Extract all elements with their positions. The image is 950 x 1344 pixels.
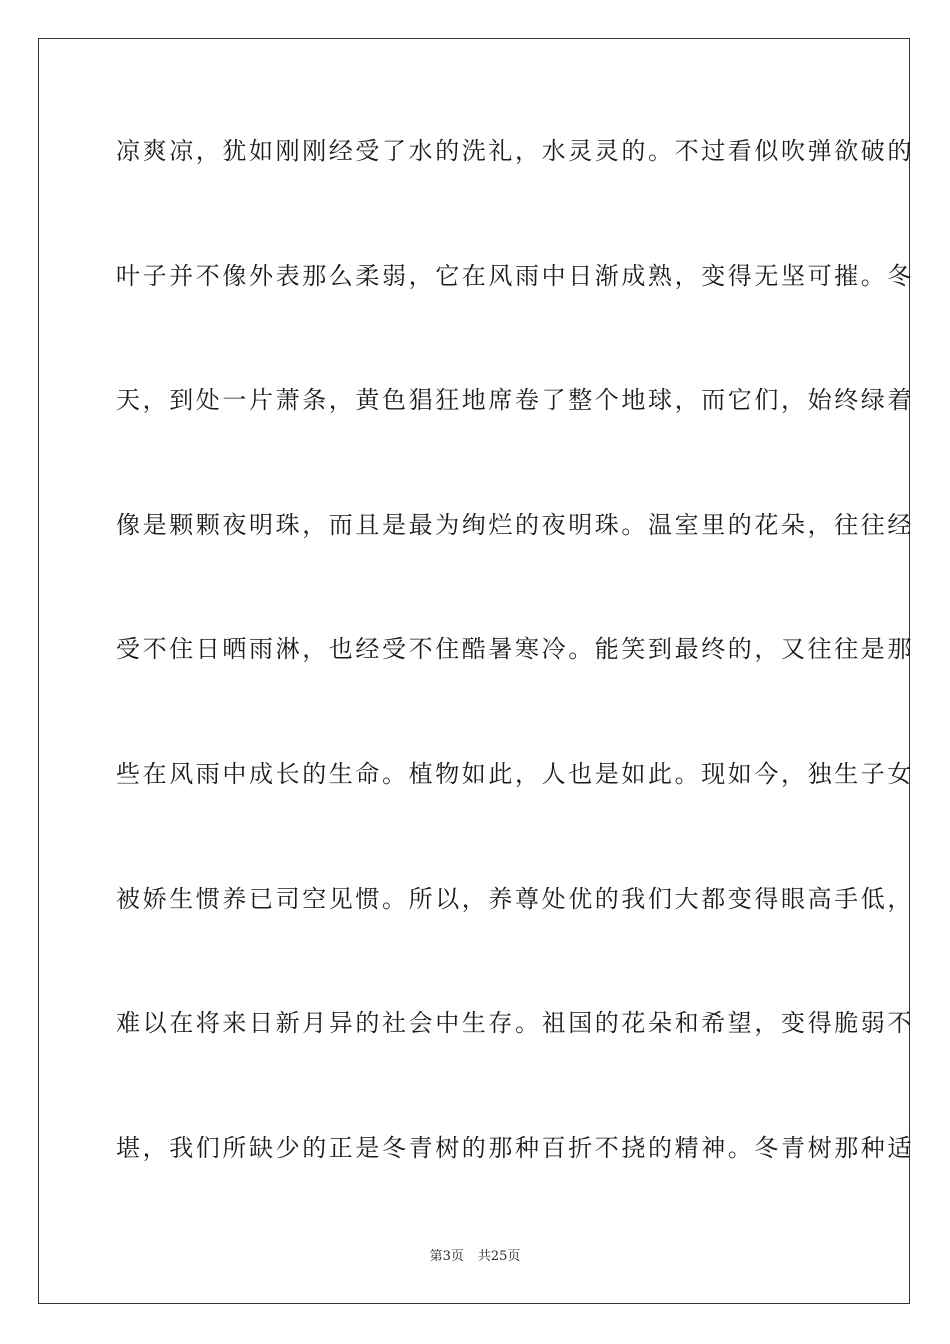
paragraph-line: 凉爽凉，犹如刚刚经受了水的洗礼，水灵灵的。不过看似吹弹欲破的 [116,137,914,165]
page-total: 共25页 [477,1249,521,1264]
paragraph-line: 叶子并不像外表那么柔弱，它在风雨中日渐成熟，变得无坚可摧。冬 [116,262,914,290]
paragraph-line: 天，到处一片萧条，黄色猖狂地席卷了整个地球，而它们，始终绿着 [116,386,914,414]
paragraph-line: 被娇生惯养已司空见惯。所以，养尊处优的我们大都变得眼高手低， [116,885,914,913]
page-footer [0,1248,950,1266]
paragraph-line: 堪，我们所缺少的正是冬青树的那种百折不挠的精神。冬青树那种适 [116,1134,914,1162]
paragraph-line: 些在风雨中成长的生命。植物如此，人也是如此。现如今，独生子女 [116,760,914,788]
paragraph-line: 难以在将来日新月异的社会中生存。祖国的花朵和希望，变得脆弱不 [116,1009,914,1037]
page-number: 第3页 [429,1249,464,1264]
paragraph-line: 受不住日晒雨淋，也经受不住酷暑寒冷。能笑到最终的，又往往是那 [116,635,914,663]
paragraph-line: 像是颗颗夜明珠，而且是最为绚烂的夜明珠。温室里的花朵，往往经 [116,511,914,539]
page-border [38,38,914,1304]
